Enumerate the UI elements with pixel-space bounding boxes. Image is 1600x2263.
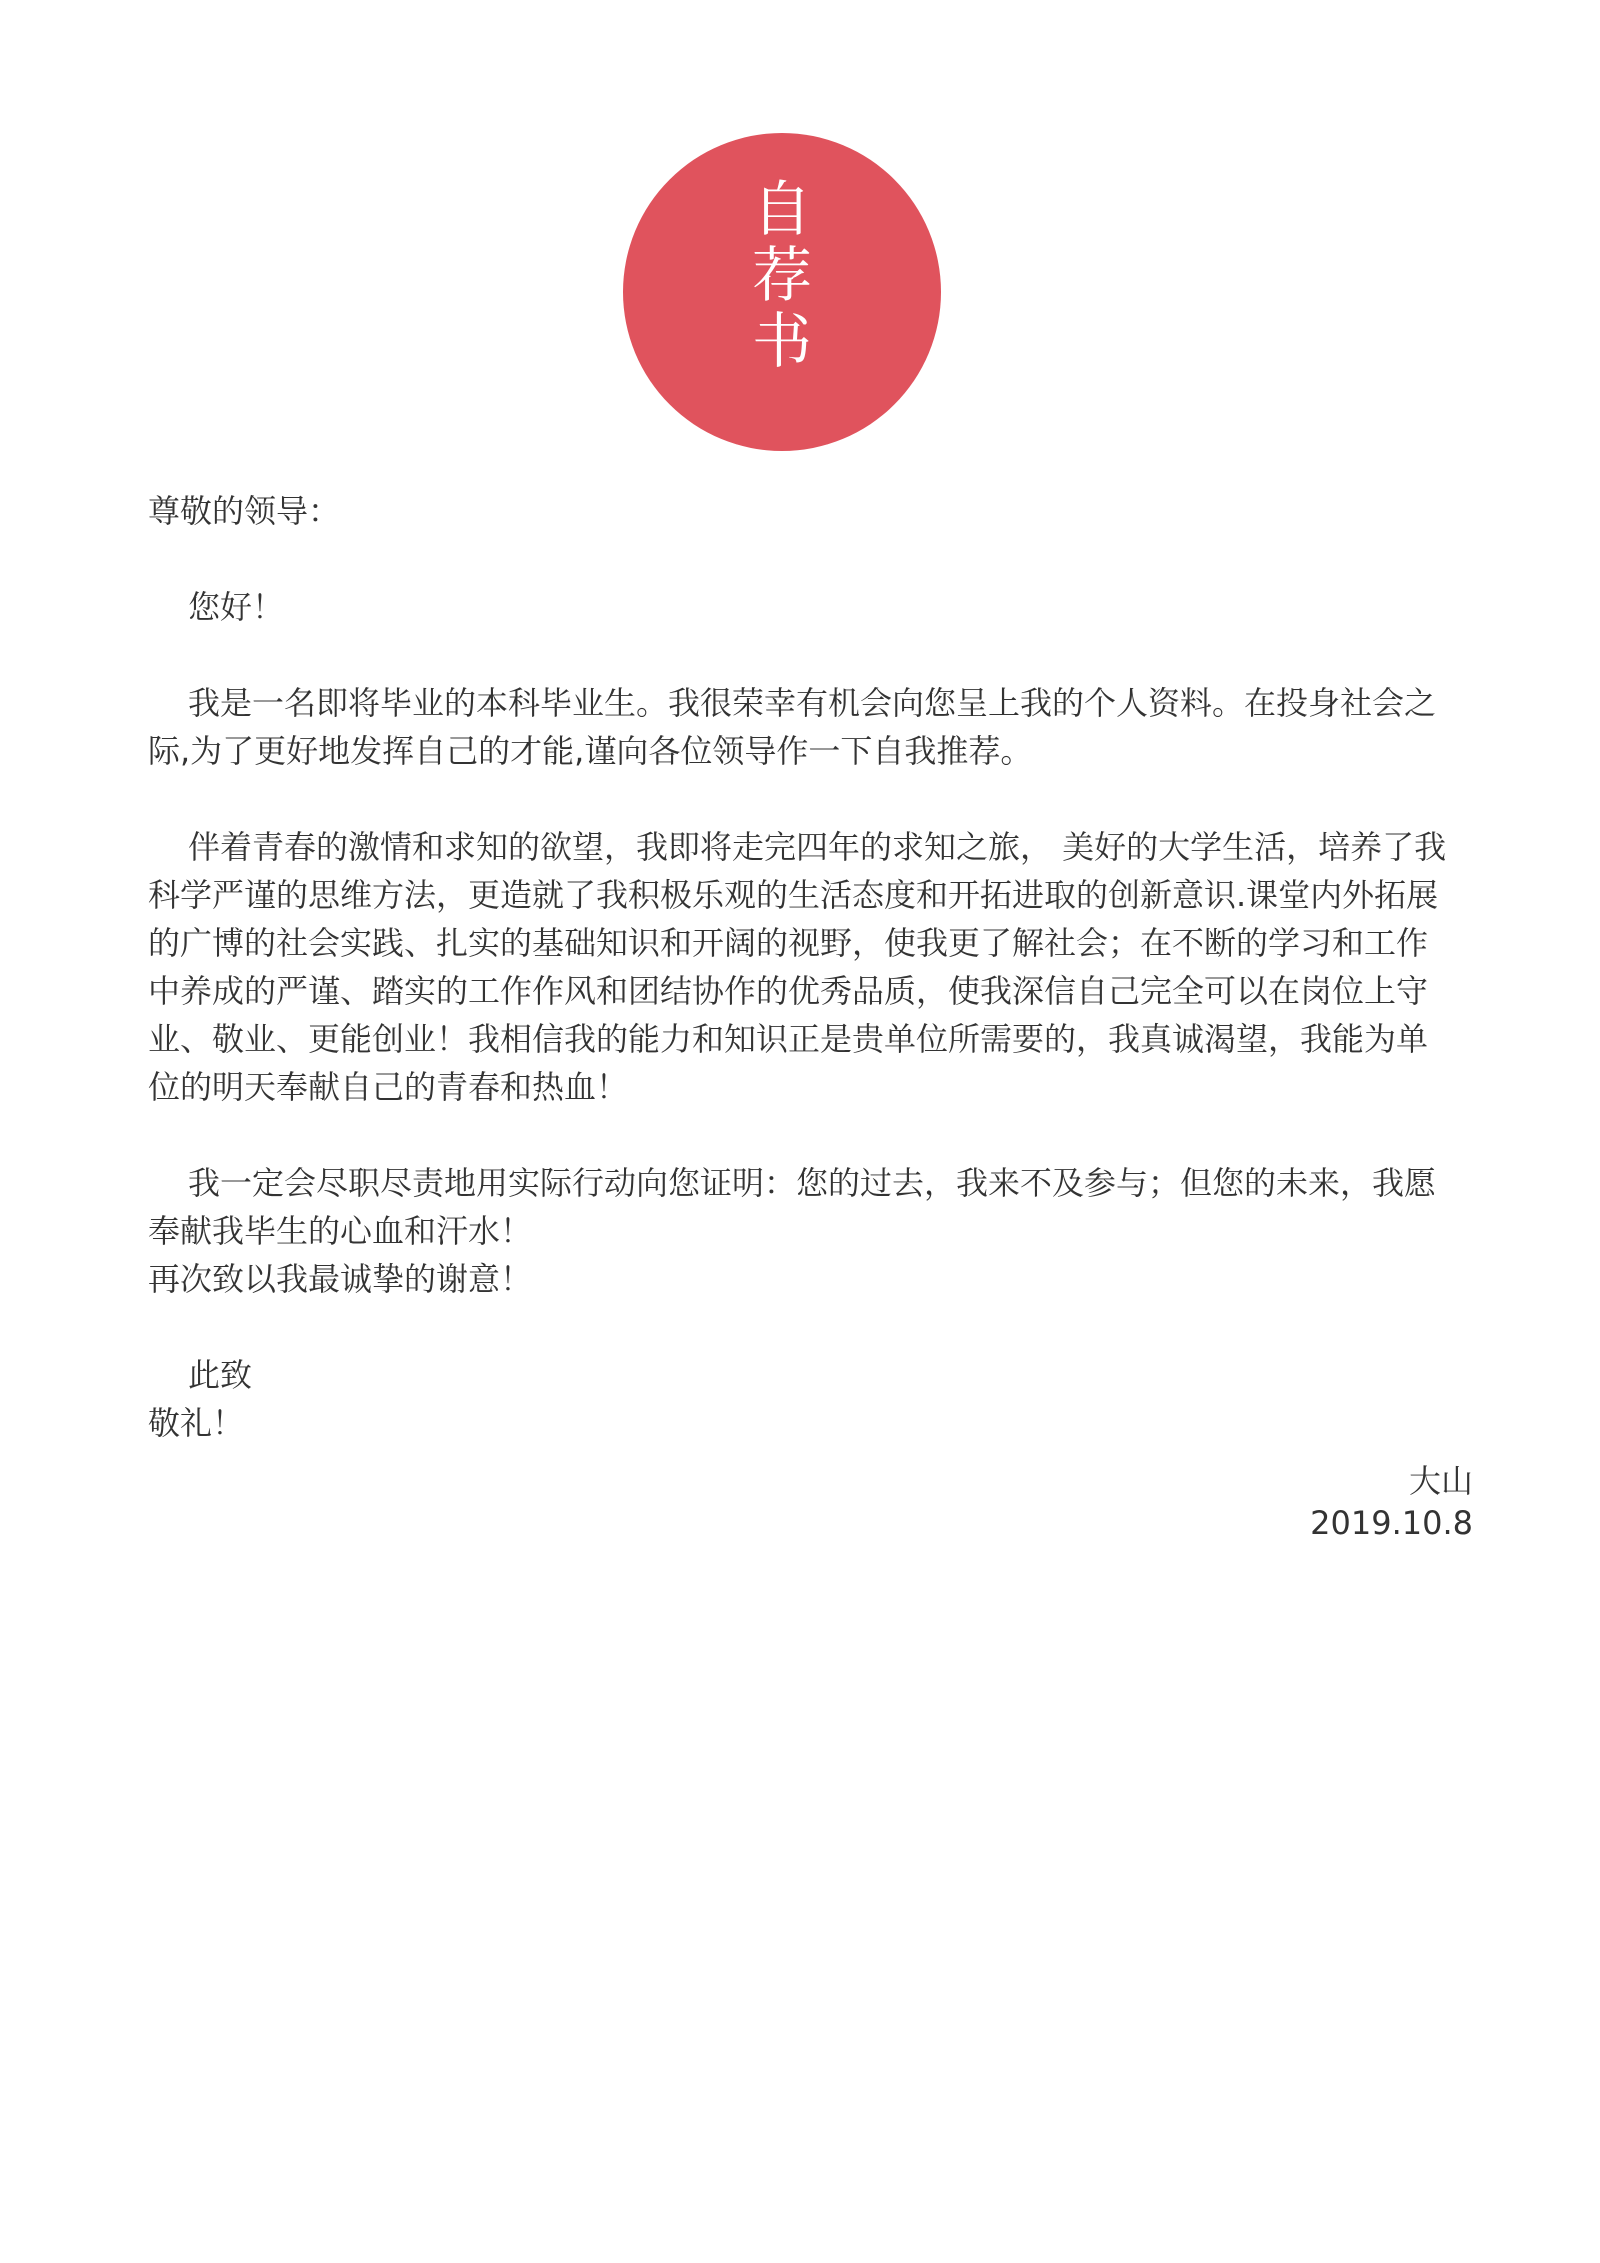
- salutation: 尊敬的领导：: [148, 492, 341, 530]
- paragraph-2-line-1: 伴着青春的激情和求知的欲望，我即将走完四年的求知之旅， 美好的大学生活，培养了我: [188, 828, 1447, 866]
- letter-body: [148, 487, 1458, 1447]
- closing-line-2: 敬礼！: [148, 1404, 245, 1442]
- signature-block: [1310, 1460, 1473, 1544]
- paragraph-1-line-1: 我是一名即将毕业的本科毕业生。我很荣幸有机会向您呈上我的个人资料。在投身社会之: [188, 684, 1437, 722]
- paragraph-2-line-3: 的广博的社会实践、扎实的基础知识和开阔的视野，使我更了解社会；在不断的学习和工作: [148, 924, 1429, 962]
- paragraph-1-line-2: 际,为了更好地发挥自己的才能,谨向各位领导作一下自我推荐。: [148, 732, 1033, 770]
- signature-date: 2019.10.8: [1310, 1504, 1473, 1542]
- signature-name: 大山: [1408, 1462, 1473, 1500]
- title-char-2: 荐: [752, 241, 812, 311]
- closing-line-1: 此致: [188, 1356, 253, 1394]
- paragraph-2-line-4: 中养成的严谨、踏实的工作作风和团结协作的优秀品质，使我深信自己完全可以在岗位上守: [148, 972, 1429, 1010]
- title-char-1: 自: [752, 175, 812, 245]
- thanks-line: 再次致以我最诚挚的谢意！: [148, 1260, 533, 1298]
- greeting: 您好！: [188, 588, 285, 626]
- paragraph-2-line-6: 位的明天奉献自己的青春和热血！: [148, 1068, 629, 1106]
- paragraph-2-line-2: 科学严谨的思维方法，更造就了我积极乐观的生活态度和开拓进取的创新意识.课堂内外拓展: [148, 876, 1439, 914]
- paragraph-3-line-2: 奉献我毕生的心血和汗水！: [148, 1212, 533, 1250]
- page-title: [623, 177, 941, 375]
- title-seal: [623, 133, 941, 451]
- paragraph-2-line-5: 业、敬业、更能创业！我相信我的能力和知识正是贵单位所需要的，我真诚渴望，我能为单: [148, 1020, 1429, 1058]
- title-char-3: 书: [752, 307, 812, 377]
- paragraph-3-line-1: 我一定会尽职尽责地用实际行动向您证明：您的过去，我来不及参与；但您的未来，我愿: [188, 1164, 1437, 1202]
